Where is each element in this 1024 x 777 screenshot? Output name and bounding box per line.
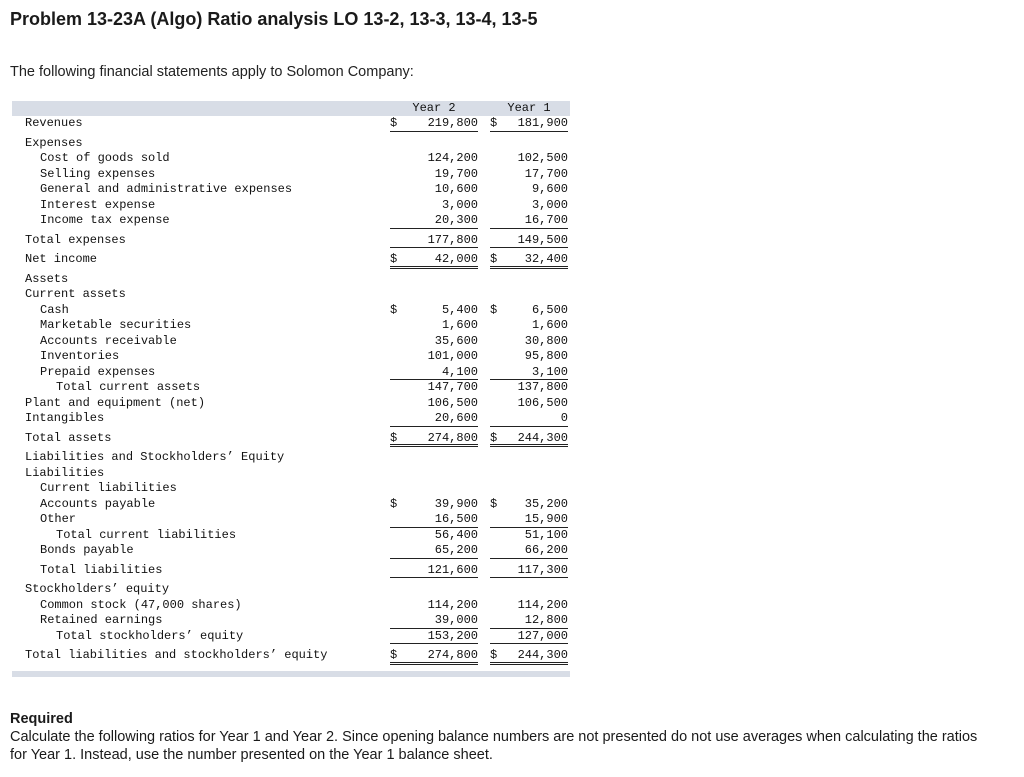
value-text: 15,900: [524, 512, 568, 526]
statement-row: [12, 318, 570, 334]
value-text: 5,400: [441, 302, 478, 317]
value-year1: [490, 613, 568, 629]
value-text: 177,800: [427, 232, 478, 247]
value-year1: [490, 629, 568, 645]
statement-row: [12, 512, 570, 528]
statement-row: [12, 629, 570, 645]
value-year2: [390, 252, 478, 268]
value-year2: [390, 318, 478, 334]
value-year1: [490, 411, 568, 427]
value-year1: [490, 334, 568, 350]
value-text: 65,200: [434, 543, 478, 557]
value-year1: [490, 365, 568, 381]
row-label: Total current assets: [56, 380, 201, 394]
value-year1: [490, 598, 568, 614]
dollar-sign: $: [390, 430, 398, 445]
value-year2: [390, 629, 478, 645]
value-text: 9,600: [531, 182, 568, 196]
row-label: Assets: [25, 271, 69, 286]
statement-row: [12, 167, 570, 183]
statement-row: [12, 334, 570, 350]
value-year2: [390, 349, 478, 365]
value-year1: [490, 318, 568, 334]
statement-row: [12, 151, 570, 167]
row-label: Total expenses: [25, 232, 126, 247]
dollar-sign: $: [490, 116, 498, 130]
value-year1: [490, 167, 568, 183]
row-label: Accounts payable: [40, 496, 156, 511]
row-label: Total liabilities: [40, 562, 163, 577]
row-label: Intangibles: [25, 411, 105, 425]
financial-statements: [12, 101, 570, 677]
dollar-sign: $: [390, 252, 398, 266]
dollar-sign: $: [490, 496, 498, 511]
dollar-sign: $: [490, 252, 498, 266]
value-text: 35,200: [524, 496, 568, 511]
page-title: Problem 13-23A (Algo) Ratio analysis LO 13-2, 13-3, 13-4, 13-5: [10, 9, 538, 29]
value-text: 12,800: [524, 613, 568, 627]
value-year2: [390, 431, 478, 447]
statement-row: [12, 396, 570, 412]
value-text: 3,100: [531, 364, 568, 379]
value-year2: [390, 497, 478, 513]
statement-row: [12, 233, 570, 249]
statement-row: [12, 497, 570, 513]
value-text: 3,000: [441, 197, 478, 212]
value-year2: [390, 116, 478, 132]
dollar-sign: $: [490, 430, 498, 445]
value-text: 16,700: [524, 213, 568, 227]
row-label: Bonds payable: [40, 543, 134, 557]
value-text: 244,300: [517, 648, 568, 662]
dollar-sign: $: [390, 496, 398, 511]
row-label: Prepaid expenses: [40, 364, 156, 379]
value-text: 39,900: [434, 496, 478, 511]
statement-row: [12, 365, 570, 381]
value-text: 0: [560, 411, 568, 425]
row-label: Total current liabilities: [56, 527, 237, 542]
value-year2: [390, 563, 478, 579]
value-text: 19,700: [434, 166, 478, 181]
value-year1: [490, 182, 568, 198]
value-text: 95,800: [524, 349, 568, 363]
statement-row: [12, 303, 570, 319]
row-label: Current assets: [25, 287, 126, 301]
statement-row: [12, 466, 570, 482]
statement-row: [12, 198, 570, 214]
row-label: General and administrative expenses: [40, 182, 293, 196]
row-label: Total stockholders’ equity: [56, 628, 244, 643]
value-year1: [490, 198, 568, 214]
value-year2: [390, 182, 478, 198]
statement-row: [12, 380, 570, 396]
value-text: 56,400: [434, 527, 478, 542]
value-year1: [490, 213, 568, 229]
value-year1: [490, 303, 568, 319]
value-text: 274,800: [427, 648, 478, 662]
value-year1: [490, 512, 568, 528]
value-text: 10,600: [434, 182, 478, 196]
statement-row: [12, 182, 570, 198]
value-text: 147,700: [427, 380, 478, 394]
value-year2: [390, 543, 478, 559]
row-label: Total assets: [25, 430, 112, 445]
value-text: 1,600: [531, 318, 568, 332]
required-heading: Required: [10, 711, 73, 727]
value-year1: [490, 528, 568, 544]
dollar-sign: $: [390, 648, 398, 662]
row-label: Common stock (47,000 shares): [40, 597, 242, 612]
value-text: 20,600: [434, 411, 478, 425]
column-header-year1: Year 1: [507, 101, 551, 115]
statement-footer-bar: [12, 671, 570, 677]
value-year1: [490, 563, 568, 579]
value-year1: [490, 543, 568, 559]
value-year1: [490, 233, 568, 249]
statement-row: [12, 136, 570, 152]
row-label: Plant and equipment (net): [25, 395, 206, 410]
statement-header-bar: [12, 101, 570, 116]
row-label: Total liabilities and stockholders’ equity: [25, 648, 328, 662]
statement-row: [12, 411, 570, 427]
value-year2: [390, 334, 478, 350]
value-text: 219,800: [427, 116, 478, 130]
row-label: Accounts receivable: [40, 333, 177, 348]
value-year2: [390, 380, 478, 396]
row-label: Retained earnings: [40, 613, 163, 627]
statement-row: [12, 481, 570, 497]
value-text: 39,000: [434, 613, 478, 627]
value-year1: [490, 116, 568, 132]
value-year2: [390, 411, 478, 427]
value-text: 117,300: [517, 562, 568, 577]
value-year1: [490, 380, 568, 396]
value-text: 114,200: [517, 597, 568, 612]
value-text: 274,800: [427, 430, 478, 445]
value-year1: [490, 349, 568, 365]
statement-row: [12, 648, 570, 664]
value-text: 3,000: [531, 197, 568, 212]
value-year1: [490, 431, 568, 447]
row-label: Marketable securities: [40, 318, 192, 332]
value-text: 42,000: [434, 252, 478, 266]
value-year2: [390, 648, 478, 664]
value-year2: [390, 598, 478, 614]
value-text: 106,500: [517, 395, 568, 410]
row-label: Cash: [40, 302, 69, 317]
value-text: 32,400: [524, 252, 568, 266]
value-text: 1,600: [441, 318, 478, 332]
statement-row: [12, 287, 570, 303]
statement-row: [12, 349, 570, 365]
row-label: Selling expenses: [40, 166, 156, 181]
row-label: Income tax expense: [40, 213, 170, 227]
row-label: Expenses: [25, 135, 83, 150]
row-label: Stockholders’ equity: [25, 582, 170, 596]
value-text: 30,800: [524, 333, 568, 348]
statement-row: [12, 598, 570, 614]
value-year1: [490, 497, 568, 513]
value-year2: [390, 396, 478, 412]
statement-row: [12, 450, 570, 466]
row-label: Liabilities: [25, 465, 105, 480]
statement-row: [12, 582, 570, 598]
statement-body: [12, 101, 570, 664]
value-text: 6,500: [531, 302, 568, 317]
row-label: Cost of goods sold: [40, 151, 170, 165]
row-label: Other: [40, 512, 77, 526]
value-text: 149,500: [517, 232, 568, 247]
value-text: 51,100: [524, 527, 568, 542]
required-section: [10, 710, 990, 764]
value-text: 114,200: [427, 597, 478, 612]
value-year2: [390, 613, 478, 629]
value-text: 102,500: [517, 151, 568, 165]
value-year2: [390, 167, 478, 183]
row-label: Net income: [25, 252, 98, 266]
value-text: 181,900: [517, 116, 568, 130]
statement-row: [12, 116, 570, 132]
value-year1: [490, 252, 568, 268]
value-text: 16,500: [434, 512, 478, 526]
value-text: 127,000: [517, 628, 568, 643]
statement-row: [12, 613, 570, 629]
dollar-sign: $: [390, 302, 398, 317]
dollar-sign: $: [490, 648, 498, 662]
value-year2: [390, 528, 478, 544]
row-label: Interest expense: [40, 197, 156, 212]
dollar-sign: $: [390, 116, 398, 130]
value-year2: [390, 365, 478, 381]
value-year2: [390, 151, 478, 167]
value-year1: [490, 648, 568, 664]
value-year2: [390, 233, 478, 249]
statement-row: [12, 563, 570, 579]
value-year1: [490, 151, 568, 167]
value-year2: [390, 198, 478, 214]
row-label: Revenues: [25, 116, 83, 130]
statement-row: [12, 543, 570, 559]
value-text: 124,200: [427, 151, 478, 165]
value-text: 35,600: [434, 333, 478, 348]
required-text: Calculate the following ratios for Year 1 and Year 2. Since opening balance numbers are not presented do not use averages when calculating the ratios for Year 1. Instead, use the number presented on the Year 1 balance sheet.: [10, 729, 978, 763]
value-text: 4,100: [441, 364, 478, 379]
statement-row: [12, 431, 570, 447]
row-label: Inventories: [40, 349, 120, 363]
value-text: 153,200: [427, 628, 478, 643]
value-text: 106,500: [427, 395, 478, 410]
value-text: 101,000: [427, 349, 478, 363]
value-text: 121,600: [427, 562, 478, 577]
statement-row: [12, 272, 570, 288]
value-year2: [390, 512, 478, 528]
value-year2: [390, 213, 478, 229]
statement-row: [12, 252, 570, 268]
value-text: 20,300: [434, 213, 478, 227]
value-text: 66,200: [524, 543, 568, 557]
value-text: 17,700: [524, 166, 568, 181]
intro-text: The following financial statements apply to Solomon Company:: [10, 64, 414, 80]
value-year1: [490, 396, 568, 412]
dollar-sign: $: [490, 302, 498, 317]
row-label: Liabilities and Stockholders’ Equity: [25, 450, 285, 464]
statement-row: [12, 213, 570, 229]
value-text: 244,300: [517, 430, 568, 445]
value-text: 137,800: [517, 380, 568, 394]
column-header-year2: Year 2: [412, 101, 456, 115]
row-label: Current liabilities: [40, 481, 177, 495]
value-year2: [390, 303, 478, 319]
statement-row: [12, 528, 570, 544]
